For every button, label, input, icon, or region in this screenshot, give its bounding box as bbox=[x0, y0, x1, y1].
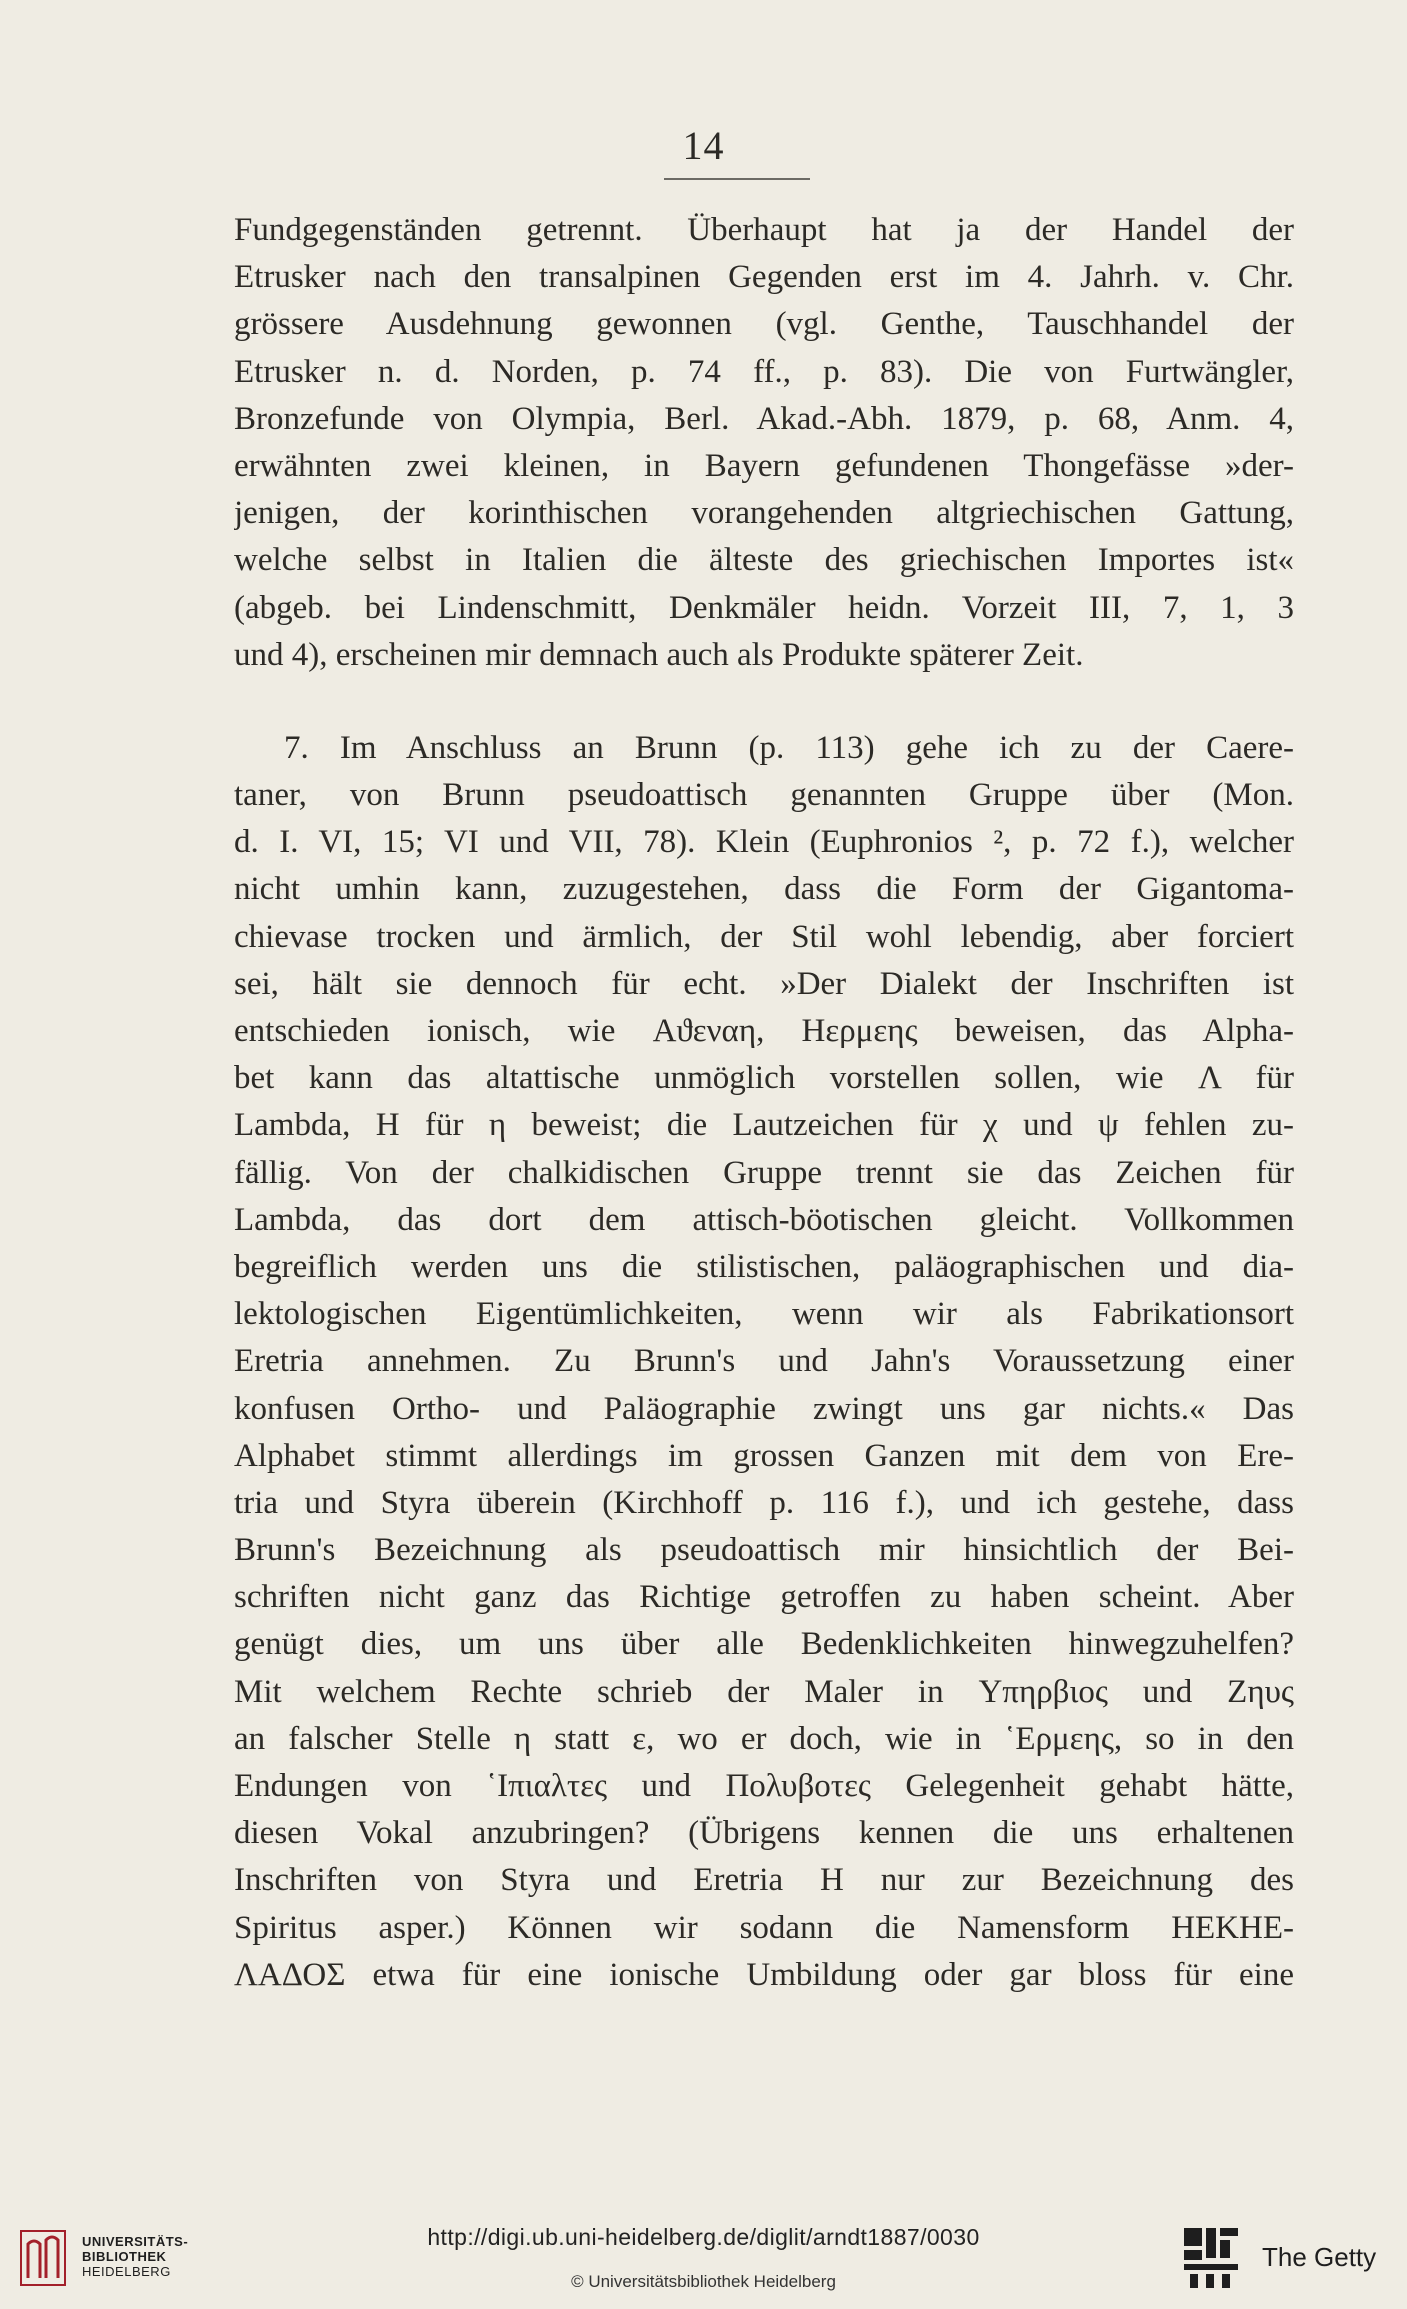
text-line: Bronzefunde von Olympia, Berl. Akad.-Abh. 1879, p. 68, Anm. 4, bbox=[234, 400, 1294, 437]
text-line: lektologischen Eigentümlichkeiten, wenn wir als Fabrikationsort bbox=[234, 1296, 1294, 1333]
text-line: (abgeb. bei Lindenschmitt, Denkmäler heidn. Vorzeit III, 7, 1, 3 bbox=[234, 589, 1294, 626]
header-rule bbox=[664, 178, 810, 180]
text-line: begreiflich werden uns die stilistischen, paläographischen und dia- bbox=[234, 1248, 1294, 1285]
text-line: entschieden ionisch, wie Αϑεναη, Ηερμεης beweisen, das Alpha- bbox=[234, 1013, 1294, 1049]
getty-label: The Getty bbox=[1262, 2242, 1377, 2272]
page-number: 14 bbox=[682, 123, 725, 168]
text-line: konfusen Ortho- und Paläographie zwingt uns gar nichts.« Das bbox=[234, 1390, 1294, 1427]
text-line: Spiritus asper.) Können wir sodann die Namensform ΗΕΚΗΕ- bbox=[234, 1909, 1294, 1946]
text-line: Etrusker n. d. Norden, p. 74 ff., p. 83). Die von Furtwängler, bbox=[234, 353, 1294, 390]
text-line: welche selbst in Italien die älteste des griechischen Importes ist« bbox=[234, 542, 1294, 579]
text-line: genügt dies, um uns über alle Bedenklichkeiten hinwegzuhelfen? bbox=[234, 1626, 1294, 1663]
footer bbox=[0, 2210, 1407, 2309]
text-line: nicht umhin kann, zuzugestehen, dass die Form der Gigantoma- bbox=[234, 871, 1294, 908]
text-line: Lambda, Η für η beweist; die Lautzeichen für χ und ψ fehlen zu- bbox=[234, 1107, 1294, 1144]
library-name-line2: BIBLIOTHEK bbox=[82, 2249, 167, 2264]
text-line: erwähnten zwei kleinen, in Bayern gefundenen Thongefässe »der- bbox=[234, 447, 1294, 484]
text-line: jenigen, der korinthischen vorangehenden altgriechischen Gattung, bbox=[234, 495, 1294, 532]
text-line: Mit welchem Rechte schrieb der Maler in Υπηρβιος und Ζηυς bbox=[234, 1673, 1294, 1710]
text-line: Eretria annehmen. Zu Brunn's und Jahn's Voraussetzung einer bbox=[234, 1343, 1294, 1380]
library-name-line3: HEIDELBERG bbox=[82, 2264, 171, 2279]
text-line: Inschriften von Styra und Eretria Η nur zur Bezeichnung des bbox=[234, 1862, 1294, 1899]
text-line: fällig. Von der chalkidischen Gruppe trennt sie das Zeichen für bbox=[234, 1154, 1294, 1191]
source-url-link[interactable]: http://digi.ub.uni-heidelberg.de/diglit/arndt1887/0030 bbox=[427, 2224, 980, 2250]
text-line: Lambda, das dort dem attisch-böotischen gleicht. Vollkommen bbox=[234, 1201, 1294, 1238]
library-name-line1: UNIVERSITÄTS- bbox=[82, 2234, 189, 2249]
text-line: diesen Vokal anzubringen? (Übrigens kennen die uns erhaltenen bbox=[234, 1815, 1294, 1852]
text-line: d. I. VI, 15; VI und VII, 78). Klein (Euphronios ², p. 72 f.), welcher bbox=[234, 824, 1294, 861]
text-line: Endungen von ῾Ιπιαλτες und Πολυβοτες Gelegenheit gehabt hätte, bbox=[234, 1768, 1294, 1804]
text-line: Brunn's Bezeichnung als pseudoattisch mir hinsichtlich der Bei- bbox=[234, 1532, 1294, 1569]
text-line: Alphabet stimmt allerdings im grossen Ganzen mit dem von Ere- bbox=[234, 1437, 1294, 1474]
copyright-notice: © Universitätsbibliothek Heidelberg bbox=[571, 2272, 836, 2291]
text-line: grössere Ausdehnung gewonnen (vgl. Genthe, Tauschhandel der bbox=[234, 306, 1294, 343]
text-line: Fundgegenständen getrennt. Überhaupt hat ja der Handel der bbox=[234, 212, 1294, 248]
text-line: chievase trocken und ärmlich, der Stil wohl lebendig, aber forciert bbox=[234, 918, 1294, 955]
text-line: Etrusker nach den transalpinen Gegenden erst im 4. Jahrh. v. Chr. bbox=[234, 259, 1294, 296]
text-line: an falscher Stelle η statt ε, wo er doch, wie in ῾Ερμεης, so in den bbox=[234, 1720, 1294, 1757]
text-line: taner, von Brunn pseudoattisch genannten Gruppe über (Mon. bbox=[234, 777, 1294, 814]
text-line: bet kann das altattische unmöglich vorstellen sollen, wie Λ für bbox=[234, 1060, 1294, 1097]
getty-logo-icon bbox=[1182, 2226, 1246, 2290]
body-text bbox=[234, 207, 1294, 1999]
text-line: und 4), erscheinen mir demnach auch als Produkte späterer Zeit. bbox=[234, 636, 1084, 673]
text-line: schriften nicht ganz das Richtige getroffen zu haben scheint. Aber bbox=[234, 1579, 1294, 1616]
text-line: sei, hält sie dennoch für echt. »Der Dialekt der Inschriften ist bbox=[234, 965, 1294, 1002]
text-line: tria und Styra überein (Kirchhoff p. 116 f.), und ich gestehe, dass bbox=[234, 1484, 1294, 1521]
text-line: 7. Im Anschluss an Brunn (p. 113) gehe ich zu der Caere- bbox=[284, 729, 1294, 766]
paragraph-gap bbox=[234, 679, 1294, 725]
text-line: ΛΑΔΟΣ etwa für eine ionische Umbildung oder gar bloss für eine bbox=[234, 1956, 1294, 1993]
